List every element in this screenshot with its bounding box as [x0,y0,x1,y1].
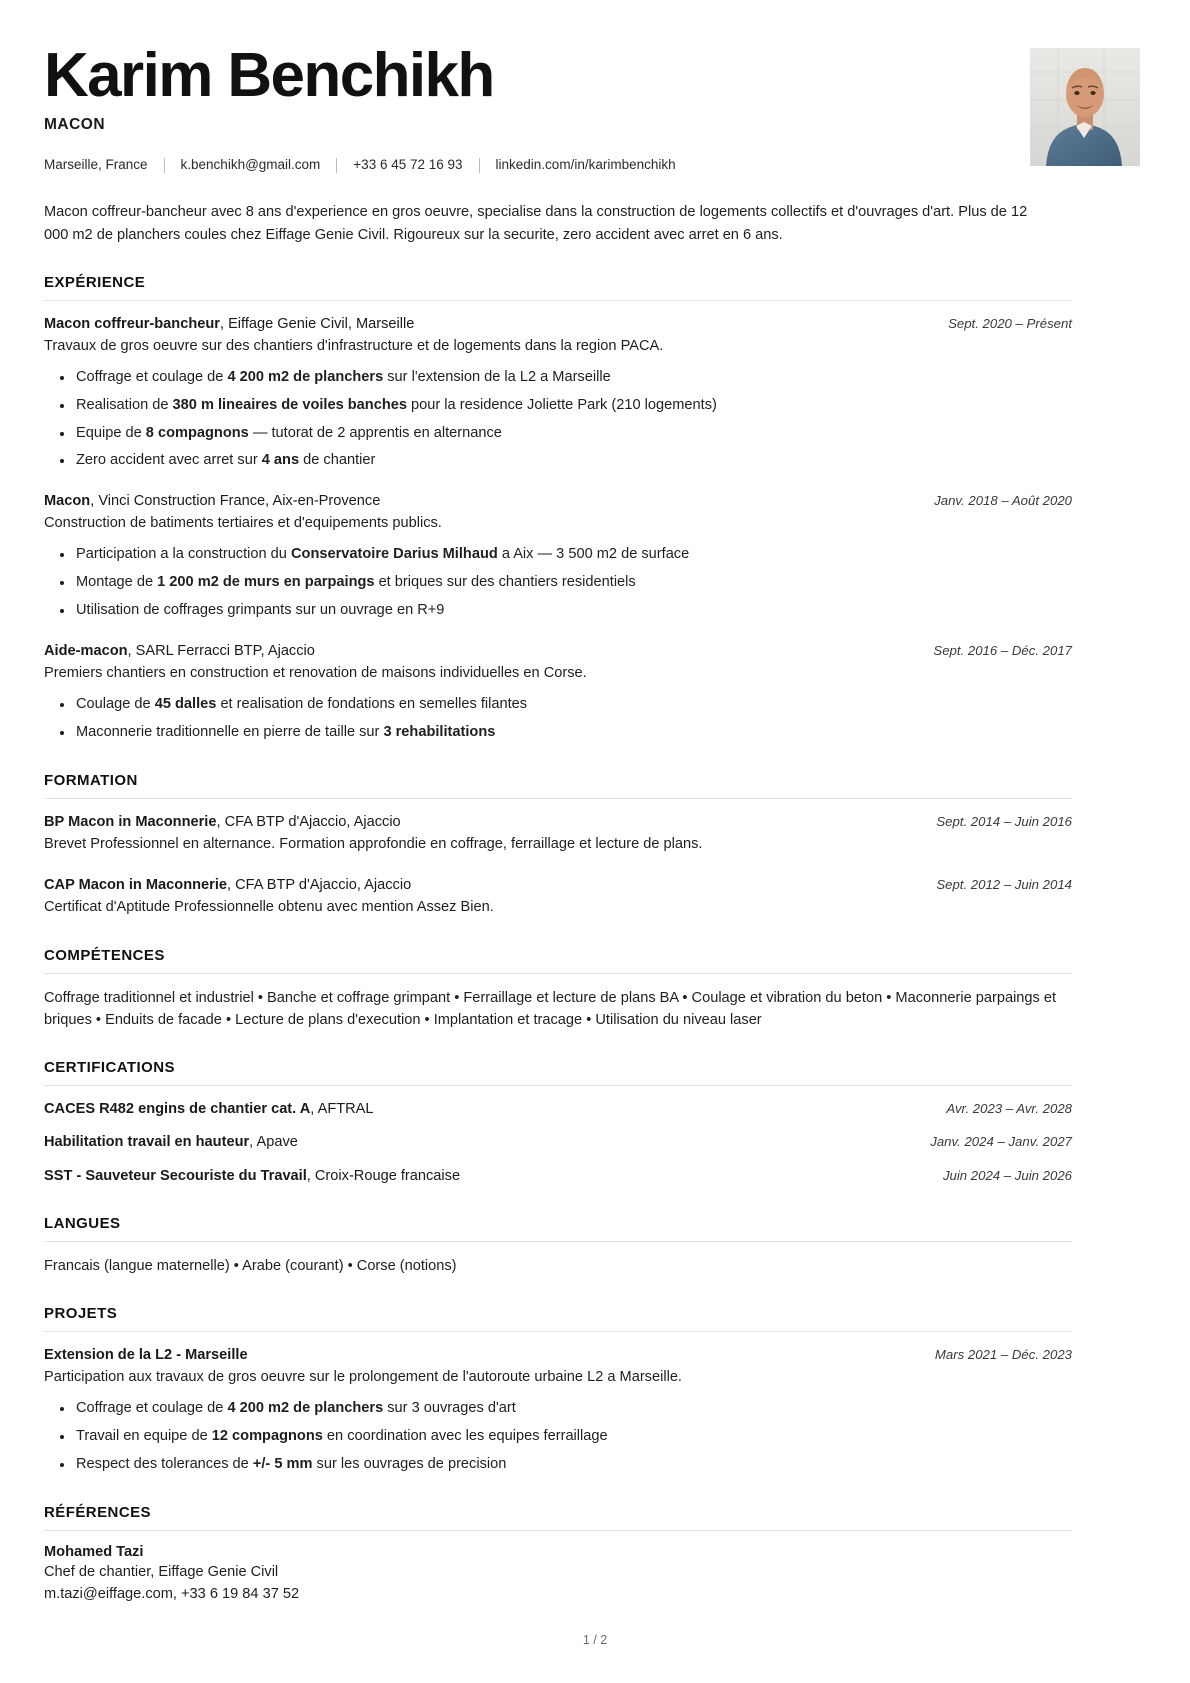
bullet-post: et briques sur des chantiers residentiels [374,574,636,591]
bullet-item [76,450,1072,472]
bullet-highlight: Conservatoire Darius Milhaud [290,546,498,563]
entry-heading [44,491,380,512]
bullet-pre: Coffrage et coulage de [76,1399,228,1416]
section-title-formation: FORMATION [44,771,138,789]
bullet-pre: Respect des tolerances de [76,1455,253,1472]
portrait-illustration [1030,48,1140,166]
section-divider [44,973,1072,974]
entry-header [44,875,1072,896]
bullet-highlight: 8 compagnons [145,424,249,441]
bullet-pre: Equipe de [76,424,146,441]
certification-date: Juin 2024 – Juin 2026 [942,1167,1072,1183]
bullet-pre: Travail en equipe de [76,1427,212,1444]
section-title-projets: PROJETS [44,1304,118,1322]
bullet-item [76,694,1072,716]
certification-issuer: , Apave [249,1134,298,1151]
certification-issuer: , Croix-Rouge francaise [306,1167,461,1184]
entry-heading [44,314,414,335]
skills-list: Coffrage traditionnel et industriel • Banche et coffrage grimpant • Ferraillage et lecture de plans BA • Coulage et vibration du beton • Maconnerie parpaings et briques • Enduits de facade • Lecture de plans d'execution • Implantation et tracage • Utilisation du niveau laser [44,989,1057,1029]
section-title-competences: COMPÉTENCES [44,946,165,964]
entry-header [44,641,1072,662]
experience-entry [44,641,1072,744]
section-divider [44,798,1072,799]
experience-entry [44,491,1072,622]
entry-header [44,812,1072,833]
professional-summary: Macon coffreur-bancheur avec 8 ans d'experience en gros oeuvre, specialise dans la construction de logements collectifs et d'ouvrages d'art. Plus de 12 000 m2 de planchers coules chez Eiffage Genie Civil. Rigoureux sur la securite, zero accident avec arret en 6 ans. [44,204,1028,243]
bullet-pre: Realisation de [76,396,173,413]
section-experience [44,274,1072,744]
reference-name: Mohamed Tazi [44,1543,144,1560]
contact-divider [336,158,337,173]
bullet-pre: Maconnerie traditionnelle en pierre de taille sur [76,723,384,740]
page-footer [0,1633,1190,1647]
section-title-langues: LANGUES [44,1214,121,1232]
entry-bullets [44,1398,1072,1476]
bullet-highlight: 1 200 m2 de murs en parpaings [157,574,375,591]
project-name: Extension de la L2 - Marseille [44,1346,248,1363]
entry-header [44,491,1072,512]
bullet-post: et realisation de fondations en semelles filantes [216,696,528,713]
entry-company: , Eiffage Genie Civil, Marseille [219,315,415,332]
candidate-name: Karim Benchikh [44,41,494,110]
certification-date: Avr. 2023 – Avr. 2028 [946,1101,1072,1117]
reference-entry [44,1544,1072,1606]
formation-entry [44,875,1072,919]
contact-divider [479,158,480,173]
entry-date: Sept. 2016 – Déc. 2017 [933,643,1072,659]
bullet-item [76,395,1072,417]
bullet-post: sur l'extension de la L2 a Marseille [383,368,611,385]
entry-date: Janv. 2018 – Août 2020 [934,493,1072,509]
entry-bullets [44,367,1072,473]
bullet-post: sur 3 ouvrages d'art [383,1399,516,1416]
bullet-item [76,1454,1072,1476]
entry-bullets [44,544,1072,622]
entry-heading [44,1099,374,1120]
section-divider [44,1085,1072,1086]
bullet-pre: Coulage de [76,696,155,713]
section-formation [44,772,1072,919]
bullet-post: — tutorat de 2 apprentis en alternance [248,424,502,441]
entry-date: Sept. 2020 – Présent [948,315,1072,331]
entry-description: Brevet Professionnel en alternance. Formation approfondie en coffrage, ferraillage et lecture de plans. [44,836,703,853]
entry-header [44,314,1072,335]
entry-description: Construction de batiments tertiaires et d'equipements publics. [44,515,442,532]
page-number: 1 / 2 [582,1633,608,1647]
bullet-pre: Coffrage et coulage de [76,368,228,385]
bullet-pre: Utilisation de coffrages grimpants sur un ouvrage en R+9 [76,602,445,619]
bullet-highlight: +/- 5 mm [252,1455,313,1472]
section-projets [44,1305,1072,1476]
project-entry [44,1345,1072,1476]
reference-contact: m.tazi@eiffage.com, +33 6 19 84 37 52 [44,1585,300,1602]
contact-divider [164,158,165,173]
languages-list: Francais (langue maternelle) • Arabe (courant) • Corse (notions) [44,1257,457,1274]
bullet-pre: Zero accident avec arret sur [76,452,262,469]
certification-name: SST - Sauveteur Secouriste du Travail [44,1167,307,1184]
section-title-certifications: CERTIFICATIONS [44,1059,176,1077]
entry-heading [44,1345,248,1366]
entry-description: Participation aux travaux de gros oeuvre sur le prolongement de l'autoroute urbaine L2 a Marseille. [44,1369,682,1386]
bullet-post: sur les ouvrages de precision [312,1455,507,1472]
entry-role: Macon [44,493,91,510]
bullet-post: de chantier [299,452,376,469]
bullet-highlight: 3 rehabilitations [383,723,496,740]
certification-row [44,1132,1072,1153]
entry-company: , SARL Ferracci BTP, Ajaccio [127,643,315,660]
bullet-item [76,600,1072,622]
bullet-post: en coordination avec les equipes ferraillage [322,1427,608,1444]
entry-company: , Vinci Construction France, Aix-en-Provence [90,493,381,510]
bullet-pre: Participation a la construction du [76,546,291,563]
contact-line [44,156,1030,175]
experience-entry [44,314,1072,473]
entry-date: Sept. 2012 – Juin 2014 [936,876,1072,892]
entry-heading [44,812,401,833]
school-name: , CFA BTP d'Ajaccio, Ajaccio [216,813,401,830]
certification-issuer: , AFTRAL [310,1101,374,1118]
candidate-job-title: MACON [44,116,106,134]
entry-heading [44,875,411,896]
section-divider [44,1530,1072,1531]
section-langues [44,1215,1072,1277]
candidate-photo [1030,48,1140,166]
bullet-post: pour la residence Joliette Park (210 logements) [406,396,717,413]
entry-heading [44,1132,298,1153]
bullet-item [76,722,1072,744]
certification-row [44,1166,1072,1187]
bullet-item [76,572,1072,594]
bullet-highlight: 380 m lineaires de voiles banches [172,396,407,413]
entry-role: Macon coffreur-bancheur [44,315,220,332]
resume-header [44,42,1072,175]
bullet-highlight: 4 200 m2 de planchers [227,368,384,385]
entry-date: Mars 2021 – Déc. 2023 [934,1346,1072,1362]
bullet-item [76,1398,1072,1420]
formation-entry [44,812,1072,856]
section-divider [44,300,1072,301]
section-references [44,1504,1072,1606]
bullet-highlight: 4 ans [261,452,300,469]
reference-position: Chef de chantier, Eiffage Genie Civil [44,1563,279,1580]
degree-name: CAP Macon in Maconnerie [44,876,227,893]
section-competences [44,947,1072,1031]
contact-email[interactable]: k.benchikh@gmail.com [180,157,321,173]
bullet-item [76,544,1072,566]
entry-date: Sept. 2014 – Juin 2016 [936,813,1072,829]
contact-phone[interactable]: +33 6 45 72 16 93 [353,157,463,173]
bullet-item [76,1426,1072,1448]
bullet-post: a Aix — 3 500 m2 de surface [497,546,690,563]
contact-location: Marseille, France [44,157,148,173]
degree-name: BP Macon in Maconnerie [44,813,217,830]
section-title-references: RÉFÉRENCES [44,1503,152,1521]
certification-name: Habilitation travail en hauteur [44,1134,250,1151]
entry-description: Certificat d'Aptitude Professionnelle obtenu avec mention Assez Bien. [44,899,494,916]
entry-bullets [44,694,1072,744]
school-name: , CFA BTP d'Ajaccio, Ajaccio [227,876,412,893]
bullet-item [76,367,1072,389]
section-certifications [44,1059,1072,1186]
bullet-pre: Montage de [76,574,158,591]
section-divider [44,1241,1072,1242]
certification-date: Janv. 2024 – Janv. 2027 [930,1134,1072,1150]
bullet-highlight: 12 compagnons [211,1427,323,1444]
section-divider [44,1331,1072,1332]
entry-description: Premiers chantiers en construction et renovation de maisons individuelles en Corse. [44,665,587,682]
contact-linkedin[interactable]: linkedin.com/in/karimbenchikh [495,157,676,173]
entry-heading [44,641,315,662]
bullet-highlight: 45 dalles [154,696,217,713]
entry-description: Travaux de gros oeuvre sur des chantiers d'infrastructure et de logements dans la region PACA. [44,337,664,354]
header-text-block [44,42,1030,175]
entry-heading [44,1166,460,1187]
entry-role: Aide-macon [44,643,128,660]
entry-header [44,1345,1072,1366]
bullet-highlight: 4 200 m2 de planchers [227,1399,384,1416]
bullet-item [76,423,1072,445]
certification-row [44,1099,1072,1120]
section-title-experience: EXPÉRIENCE [44,273,146,291]
certification-name: CACES R482 engins de chantier cat. A [44,1101,311,1118]
